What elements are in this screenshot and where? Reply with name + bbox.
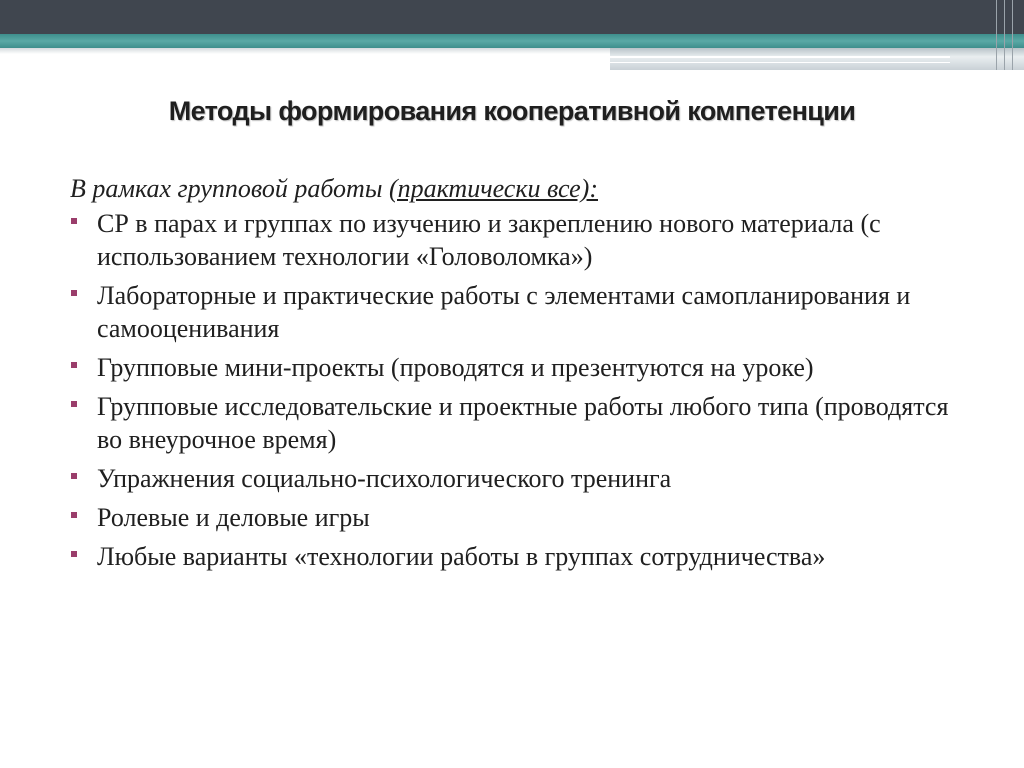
square-bullet-icon [71,512,77,518]
header-step-line [610,56,950,58]
list-item-text: Упражнения социально-психологического тренинга [97,464,672,493]
list-item [70,540,970,573]
square-bullet-icon [71,290,77,296]
intro-underlined: (практически все): [388,174,598,203]
header-teal-band [0,34,1024,48]
header-dark-bar [0,0,1024,34]
header-step-bar [610,48,1024,70]
intro-line [70,172,970,205]
list-item [70,279,970,345]
list-item [70,462,970,495]
header-vline [996,0,997,70]
intro-prefix: В рамках групповой работы [70,174,389,203]
list-item-text: Групповые исследовательские и проектные работы любого типа (проводятся во внеурочное время) [97,392,949,454]
header-step-line-2 [610,62,950,63]
list-item [70,207,970,273]
square-bullet-icon [71,473,77,479]
list-item [70,390,970,456]
list-item [70,351,970,384]
list-item-text: Любые варианты «технологии работы в группах сотрудничества» [97,542,826,571]
header-shadow [0,48,610,54]
list-item-text: Ролевые и деловые игры [97,503,370,532]
header-vline [1004,0,1005,70]
list-item [70,501,970,534]
square-bullet-icon [71,551,77,557]
square-bullet-icon [71,362,77,368]
slide-title: Методы формирования кооперативной компетенции [168,96,856,126]
list-item-text: Лабораторные и практические работы с элементами самопланирования и самооценивания [97,281,911,343]
list-item-text: СР в парах и группах по изучению и закреплению нового материала (с использованием технологии «Головоломка») [97,209,881,271]
square-bullet-icon [71,218,77,224]
header-vline [1012,0,1013,70]
slide-content [70,172,970,579]
list-item-text: Групповые мини-проекты (проводятся и презентуются на уроке) [97,353,814,382]
square-bullet-icon [71,401,77,407]
method-list [70,207,970,573]
